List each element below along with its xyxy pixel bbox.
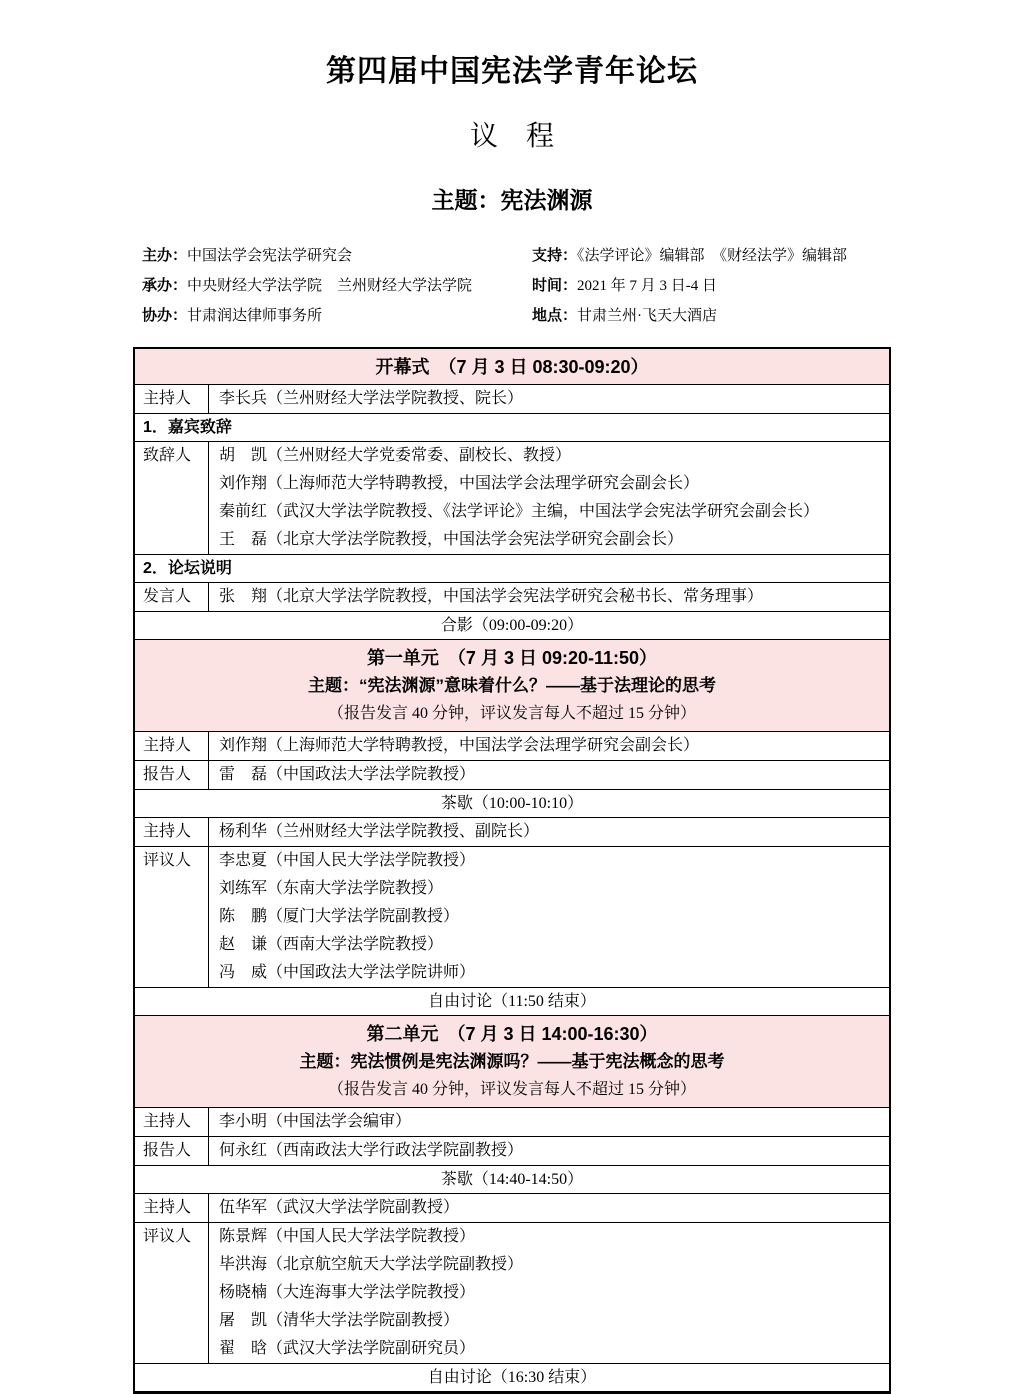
- agenda-row: [135, 384, 889, 413]
- participant-line: 李忠夏（中国人民大学法学院教授）: [219, 852, 476, 869]
- participant-line: 李小明（中国法学会编审）: [219, 1113, 412, 1130]
- participant-line: 刘作翔（上海师范大学特聘教授，中国法学会法理学研究会副会长）: [219, 737, 700, 754]
- session-header-line: 主题：“宪法渊源”意味着什么？——基于法理论的思考: [308, 676, 716, 695]
- role-label-cell: 主持人: [135, 1108, 209, 1136]
- info-value: 甘肃兰州·飞天大酒店: [577, 308, 718, 324]
- role-label-cell: 评议人: [135, 1223, 209, 1363]
- info-column-left: [142, 241, 532, 331]
- role-label-cell: 致辞人: [135, 442, 209, 554]
- info-row: [532, 271, 882, 301]
- agenda-row: [135, 1107, 889, 1136]
- info-value: 《法学评论》编辑部 《财经法学》编辑部: [577, 248, 848, 264]
- participant-line: 王 磊（北京大学法学院教授，中国法学会宪法学研究会副会长）: [219, 531, 684, 548]
- info-label: 地点：: [532, 307, 578, 324]
- participants-cell: [209, 1137, 889, 1165]
- break-row: 合影（09:00-09:20）: [135, 611, 889, 639]
- session-header-row: [135, 349, 889, 384]
- agenda-row: [135, 441, 889, 554]
- participant-line: 陈 鹏（厦门大学法学院副教授）: [219, 908, 460, 925]
- info-column-right: [532, 241, 882, 331]
- participants-cell: [209, 1223, 889, 1363]
- participant-line: 李长兵（兰州财经大学法学院教授、院长）: [219, 390, 524, 407]
- info-label: 支持：: [532, 247, 578, 264]
- info-row: [142, 241, 532, 271]
- agenda-row: [135, 760, 889, 789]
- session-header-row: [135, 639, 889, 731]
- break-row: 自由讨论（16:30 结束）: [135, 1363, 889, 1391]
- participant-line: 屠 凯（清华大学法学院副教授）: [219, 1312, 460, 1329]
- agenda-row: [135, 1222, 889, 1363]
- break-row: 茶歇（10:00-10:10）: [135, 789, 889, 817]
- agenda-item-heading: 1．嘉宾致辞: [135, 413, 889, 441]
- agenda-row: [135, 846, 889, 987]
- participants-cell: [209, 583, 889, 611]
- role-label-cell: 主持人: [135, 1194, 209, 1222]
- participants-cell: [209, 761, 889, 789]
- info-label: 承办：: [142, 277, 188, 294]
- session-header-line: 第一单元 （7 月 3 日 09:20-11:50）: [366, 648, 658, 668]
- agenda-row: [135, 1193, 889, 1222]
- participant-line: 刘作翔（上海师范大学特聘教授，中国法学会法理学研究会副会长）: [219, 475, 700, 492]
- participant-line: 冯 威（中国政法大学法学院讲师）: [219, 964, 476, 981]
- participant-line: 秦前红（武汉大学法学院教授、《法学评论》主编，中国法学会宪法学研究会副会长）: [219, 503, 820, 520]
- session-header-line: （报告发言 40 分钟，评议发言每人不超过 15 分钟）: [327, 705, 696, 722]
- document-subtitle: 议 程: [469, 121, 554, 152]
- info-value: 2021 年 7 月 3 日-4 日: [577, 278, 718, 294]
- agenda-item-heading: 2．论坛说明: [135, 554, 889, 582]
- agenda-row: [135, 1136, 889, 1165]
- participant-line: 胡 凯（兰州财经大学党委常委、副校长、教授）: [219, 447, 572, 464]
- participant-line: 陈景辉（中国人民大学法学院教授）: [219, 1228, 476, 1245]
- role-label-cell: 发言人: [135, 583, 209, 611]
- agenda-row: [135, 731, 889, 760]
- role-label-cell: 报告人: [135, 761, 209, 789]
- participants-cell: [209, 1194, 889, 1222]
- participant-line: 赵 谦（西南大学法学院教授）: [219, 936, 444, 953]
- participant-line: 杨利华（兰州财经大学法学院教授、副院长）: [219, 823, 540, 840]
- session-header-line: 开幕式 （7 月 3 日 08:30-09:20）: [375, 357, 649, 377]
- info-value: 中央财经大学法学院 兰州财经大学法学院: [187, 278, 473, 294]
- document-title: 第四届中国宪法学青年论坛: [326, 55, 698, 88]
- participant-line: 杨晓楠（大连海事大学法学院教授）: [219, 1284, 476, 1301]
- participant-line: 翟 晗（武汉大学法学院副研究员）: [219, 1340, 476, 1357]
- participant-line: 张 翔（北京大学法学院教授，中国法学会宪法学研究会秘书长、常务理事）: [219, 588, 764, 605]
- role-label-cell: 主持人: [135, 732, 209, 760]
- agenda-table: [133, 347, 891, 1394]
- role-label-cell: 主持人: [135, 385, 209, 413]
- participant-line: 何永红（西南政法大学行政法学院副教授）: [219, 1142, 524, 1159]
- participants-cell: [209, 1108, 889, 1136]
- info-row: [532, 241, 882, 271]
- role-label-cell: 评议人: [135, 847, 209, 987]
- session-header-row: [135, 1015, 889, 1107]
- document-theme: 主题：宪法渊源: [431, 188, 593, 213]
- participant-line: 雷 磊（中国政法大学法学院教授）: [219, 766, 476, 783]
- info-block: [142, 241, 882, 331]
- agenda-row: [135, 817, 889, 846]
- break-row: 自由讨论（11:50 结束）: [135, 987, 889, 1015]
- session-header-line: （报告发言 40 分钟，评议发言每人不超过 15 分钟）: [327, 1081, 696, 1098]
- participants-cell: [209, 818, 889, 846]
- info-row: [532, 301, 882, 331]
- participants-cell: [209, 847, 889, 987]
- participants-cell: [209, 442, 889, 554]
- session-header-line: 主题：宪法惯例是宪法渊源吗？——基于宪法概念的思考: [299, 1052, 725, 1071]
- break-row: 茶歇（14:40-14:50）: [135, 1165, 889, 1193]
- session-header-line: 第二单元 （7 月 3 日 14:00-16:30）: [366, 1024, 658, 1044]
- participant-line: 伍华军（武汉大学法学院副教授）: [219, 1199, 460, 1216]
- info-value: 甘肃润达律师事务所: [187, 308, 323, 324]
- participant-line: 刘练军（东南大学法学院教授）: [219, 880, 444, 897]
- info-row: [142, 271, 532, 301]
- info-row: [142, 301, 532, 331]
- role-label-cell: 报告人: [135, 1137, 209, 1165]
- role-label-cell: 主持人: [135, 818, 209, 846]
- participants-cell: [209, 732, 889, 760]
- participants-cell: [209, 385, 889, 413]
- participant-line: 毕洪海（北京航空航天大学法学院副教授）: [219, 1256, 524, 1273]
- info-value: 中国法学会宪法学研究会: [187, 248, 353, 264]
- info-label: 主办：: [142, 247, 188, 264]
- info-label: 时间：: [532, 277, 578, 294]
- agenda-row: [135, 582, 889, 611]
- info-label: 协办：: [142, 307, 188, 324]
